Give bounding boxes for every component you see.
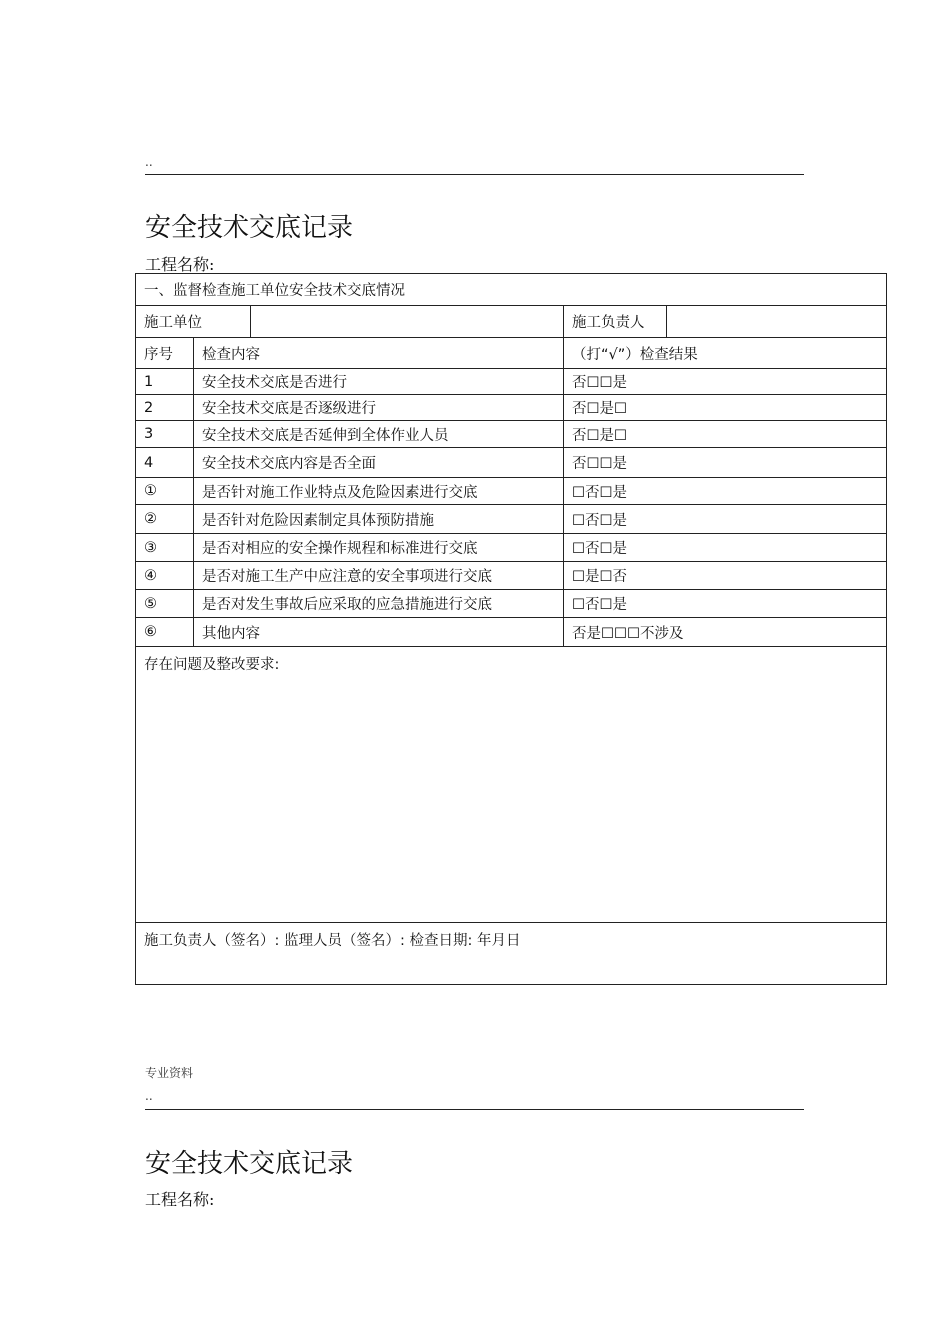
site-manager-label: 施工负责人 [564,306,667,338]
row-result: ☐否☐是 [564,478,887,505]
row-no: 4 [136,448,194,478]
page-header-dots: .. [145,155,153,169]
project-name-label: 工程名称: [145,255,215,274]
row-content: 是否对施工生产中应注意的安全事项进行交底 [194,562,564,590]
construction-unit-label: 施工单位 [136,306,251,338]
section-heading: 一、监督检查施工单位安全技术交底情况 [136,274,887,306]
row-no: ③ [136,534,194,562]
page2-header-rule [145,1109,804,1110]
table-row [136,395,887,421]
row-no: ⑥ [136,618,194,647]
issues-row [136,647,887,923]
row-result: ☐否☐是 [564,534,887,562]
header-rule [145,174,804,175]
inspection-form-table [135,273,887,985]
col-header-content: 检查内容 [194,338,564,369]
page2-title: 安全技术交底记录 [145,1149,354,1179]
row-content: 是否对发生事故后应采取的应急措施进行交底 [194,590,564,618]
table-row [136,448,887,478]
issues-label: 存在问题及整改要求: [136,647,887,923]
signature-row [136,923,887,985]
col-header-no: 序号 [136,338,194,369]
table-row [136,505,887,534]
construction-unit-value [251,306,564,338]
row-no: 2 [136,395,194,421]
page-footer: 专业资料 [145,1066,194,1080]
row-content: 安全技术交底内容是否全面 [194,448,564,478]
row-content: 是否针对施工作业特点及危险因素进行交底 [194,478,564,505]
row-result: 否☐是☐ [564,395,887,421]
table-row [136,590,887,618]
row-no: ④ [136,562,194,590]
table-row [136,562,887,590]
row-result: ☐否☐是 [564,590,887,618]
row-no: 1 [136,369,194,395]
page2-header-dots: .. [145,1089,153,1103]
row-result: 否☐☐是 [564,448,887,478]
row-no: ⑤ [136,590,194,618]
row-content: 安全技术交底是否逐级进行 [194,395,564,421]
row-no: ② [136,505,194,534]
row-result: 否是☐☐☐不涉及 [564,618,887,647]
site-manager-value [667,306,887,338]
row-content: 安全技术交底是否延伸到全体作业人员 [194,421,564,448]
row-result: ☐是☐否 [564,562,887,590]
signature-line: 施工负责人（签名）: 监理人员（签名）: 检查日期: 年月日 [136,923,887,985]
page2-project-name-label: 工程名称: [145,1190,215,1209]
table-row [136,534,887,562]
row-content: 安全技术交底是否进行 [194,369,564,395]
col-header-result: （打“√”）检查结果 [564,338,887,369]
row-result: ☐否☐是 [564,505,887,534]
row-content: 是否针对危险因素制定具体预防措施 [194,505,564,534]
row-content: 是否对相应的安全操作规程和标准进行交底 [194,534,564,562]
section-heading-row [136,274,887,306]
table-row [136,618,887,647]
table-row [136,478,887,505]
row-result: 否☐是☐ [564,421,887,448]
row-no: 3 [136,421,194,448]
row-no: ① [136,478,194,505]
row-result: 否☐☐是 [564,369,887,395]
table-row [136,421,887,448]
unit-row [136,306,887,338]
row-content: 其他内容 [194,618,564,647]
column-header-row [136,338,887,369]
page-title: 安全技术交底记录 [145,213,354,243]
table-row [136,369,887,395]
